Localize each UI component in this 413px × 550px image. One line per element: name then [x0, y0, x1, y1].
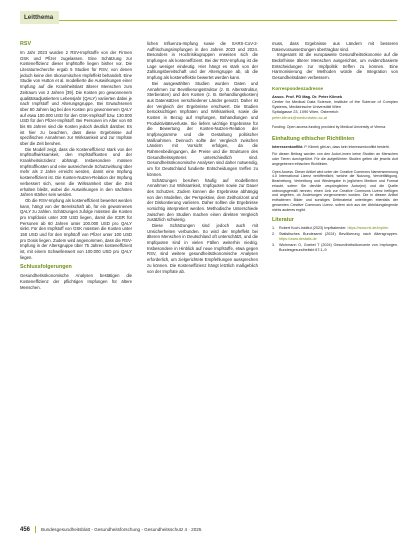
affiliation: Center for Medical Data Science, Institute of the Science of Complex Systems, Medizinische Universität Wien [272, 99, 398, 110]
heading-conclusions: Schlussfolgerungen [20, 264, 72, 271]
paragraph: muss, dass Ergebnisse aus Ländern mit besseren Datenvoraussetzungen übertragbar sind. [272, 41, 398, 52]
paragraph: Bei ausgewählten Studien wurden Daten und Annahmen zur Bevölkerungsstruktur (z. B. Altersstruktur, Sterberaten) und den Kosten (z. B. Behandlungskosten) aus Datensätzen verschiedener Länder genutzt. Daher ist der Vergleich der Ergebnisse erschwert. Die Studien berücksichtigen Impfraten und Wirksamkeit, sowie die Kosten in Bezug auf Impfungen, Behandlungen und Produktivitätsverluste. Sie liefern wichtige Ergebnisse für die Bewertung der Kosten-Nutzen-Relation der Impfprogramme und die Gestaltung politischer Maßnahmen. Dennoch sollte der Vergleich zwischen Ländern mit Vorsicht erfolgen, da die Rahmenbedingungen, die Preise und die Strukturen des Gesundheitssystems unterschiedlich sind. Gesundheitsökonomische Analysen sind daher notwendig, um für Deutschland fundierte Entscheidungen treffen zu können. [147, 80, 258, 177]
reference-link[interactable]: https://www.rki.de/impfen [347, 226, 389, 231]
paragraph: Ob die RSV-Impfung als kosteneffizient bewertet werden kann, hängt von der Bereitschaft ab, für ein gewonnenes QALY zu zahlen. Schätzungen zufolge müssten die Kosten pro Impfdosis unter 200 USD liegen, damit die ICER für Personen ab 60 Jahren unter 100.000 USD pro QALY sinkt. Für den Impfstoff von GSK müssten die Kosten unter 150 USD und für den Impfstoff von Pfizer unter 100 USD pro Dosis liegen. Zudem wird angenommen, dass die RSV-Impfung in der Altersgruppe über 75 Jahren kosteneffizient ist, mit einem Schwellenwert von 100.000 USD pro QALY liegen. [20, 197, 132, 260]
paragraph: lichen Influenza-Impfung sowie die SARS-CoV-2-Auffrischungsimpfungen in den Jahren 2023 und 2024. Besonders in Hochrisikogruppen erweisen sich die Impfungen als kosteneffizient. Bei der RSV-Impfung ist die Lage weniger eindeutig. Hier hängt es stark von der Zahlungsbereitschaft und der Altersgruppe ab, ob die Impfung als kosteneffektiv bewertet werden kann. [147, 41, 258, 81]
reference-item: 2. Statistisches Bundesamt (2024) Bevölkerung nach Altersgruppen. https://www.destatis.de [272, 232, 398, 242]
conflict-of-interest [272, 145, 398, 150]
heading-rsv: RSV [20, 41, 32, 47]
reference-item: 3. Wichmann O, Goebel T (2024) Gesundheitsökonomie von Impfungen. Bundesgesundheitsbl 67:1–9 [272, 243, 398, 252]
paragraph: Insgesamt ist die europaweite Gesundheitsökonomie auf die Bedürfnisse älterer Menschen ausgerichtet, um evidenzbasierte Entscheidungen zur Impfpolitik treffen zu können. Eine Harmonisierung der Methoden würde die Integration von Gesundheitsdaten verbessern. [272, 52, 398, 81]
column-1 [20, 41, 132, 291]
section-tag: Leitthema [20, 11, 59, 24]
funding-note: Funding. Open access funding provided by Medical University of Vienna. [272, 124, 387, 129]
ethics-statement: Für diesen Beitrag wurden von den Autor/-innen keine Studien an Menschen oder Tieren durchgeführt. Für die aufgeführten Studien gelten die jeweils dort angegebenen ethischen Richtlinien. [272, 152, 398, 166]
author-name: Assoc. Prof. PD Mag. Dr. Peter Klimek [272, 93, 343, 99]
address: Spitalgasse 23, 1090 Wien, Österreich [272, 109, 339, 115]
coi-title: Interessenkonflikt. [272, 144, 304, 149]
correspondence-address [272, 94, 398, 120]
correspondence-heading: Korrespondenzadresse [272, 85, 324, 91]
column-2 [147, 41, 258, 274]
literature-heading: Literatur [272, 217, 294, 224]
paragraph: Die Modell zeigt, dass die Kosteneffizienz stark von der Impfstoffwirksamkeit, den Impfstoffkosten und der Krankheitsinzidenz abhängt. Insbesondere müssen Impfstoffkosten und eine ausreichende Schutzwirkung über mehr als 2 Jahre erreicht werden, damit eine Impfung kosteneffizient ist. Die Kosten-Nutzen-Relation der Impfung verbessert sich, wenn die Wirksamkeit über die Zeit erhalten bleibt, wobei die Auswirkungen in den nächsten Jahren stärker sein werden. [20, 146, 132, 198]
ethics-heading: Einhaltung ethischer Richtlinien [272, 135, 355, 142]
page-footer [20, 526, 397, 533]
reference-link[interactable]: https://www.destatis.de [279, 237, 317, 242]
paragraph: Diese Schätzungen sind jedoch auch mit Unsicherheiten verbunden. So wird der Impfeffekt bei älteren Menschen in Deutschland oft unterschätzt, und die Impfquoten sind in vielen Fällen weiterhin niedrig. Insbesondere in Hinblick auf neue Impfstoffe, etwa gegen RSV, sind weitere gesundheitsökonomische Analysen erforderlich, um zielgerichtete Empfehlungen aussprechen zu können. Die Kosteneffizienz hängt letztlich maßgeblich von der Impfrate ab. [147, 223, 258, 274]
journal-name: Bundesgesundheitsblatt - Gesundheitsforschung - Gesundheitsschutz 4 · 2025 [41, 527, 202, 532]
open-access-statement: Open Access. Dieser Artikel wird unter der Creative Commons Namensnennung 4.0 International Lizenz veröffentlicht, welche die Nutzung, Vervielfältigung, Bearbeitung, Verbreitung und Wiedergabe in jeglichem Medium und Format erlaubt, sofern Sie den/die ursprünglichen Autor(en) und die Quelle ordnungsgemäß nennen, einen Link zur Creative Commons Lizenz beifügen und angeben, ob Änderungen vorgenommen wurden. Die in diesem Artikel enthaltenen Bilder und sonstiges Drittmaterial unterliegen ebenfalls der genannten Creative Commons Lizenz, sofern sich aus der Abbildungslegende nichts anderes ergibt. [272, 169, 398, 212]
paragraph: Gesundheitsökonomische Analysen bestätigen die Kosteneffizienz der pflichtigen Impfungen für ältere Menschen. [20, 273, 132, 290]
coi-text: P. Klimek gibt an, dass kein Interessenkonflikt besteht. [304, 144, 390, 149]
page-number: 456 [20, 526, 31, 533]
reference-item: 1. Robert Koch-Institut (2023) Impfkalender. https://www.rki.de/impfen [272, 226, 389, 231]
section-header [20, 6, 397, 21]
email-link[interactable]: peter.klimek@meduniwien.ac.at [272, 114, 327, 120]
paragraph: Schätzungen beruhen häufig auf modellierten Annahmen zur Wirksamkeit, Impfquoten sowie zur Dauer des Schutzes. Zudem können die Ergebnisse abhängig von den Modellen, der Perspektive, dem Zeithorizont und der Diskontierung variieren. Daher sollten die Ergebnisse vorsichtig interpretiert werden. Methodische Unterschiede zwischen den Studien machen einen direkten Vergleich zusätzlich schwierig. [147, 177, 258, 223]
paragraph: Im Jahr 2023 wurden 2 RSV-Impfstoffe von der Firmen GSK und Pfizer zugelassen. Eine Schätzung zur Kosteneffizienz dieser Impfstoffe liegen bisher vor. Die Literaturrecherche ergab 5 Studien für RSV, von denen jedoch keine den ökonomischen Impfeffekt behandelt. Eine Studie von Hutton et al. modellierte die Auswirkungen einer Impfung auf die Krankheitslast älterer Menschen zum Zeitraum von 2 Jahren [39]. Die Kosten pro gewonnenem qualitätsadjustiertem Lebensjahr (QALY) variierten dabei je nach Impfstoff und Alterungsgruppe. Bei Erwachsenen über 60 Jahren lag bei den Kosten pro gewonnenem QALY auf etwa 100.000 USD für den GSK-Impfstoff bzw. 130.000 USD für den Pfizer-Impfstoff. Bei Personen im Alter von 60 bis 65 Jahren sind die Kosten jedoch deutlich darüber. Es ist hier zu beachten, dass diese Ergebnisse auf spezifischen Annahmen zur Wirksamkeit und zur Impfrate über die Zeit beruhen. [20, 50, 132, 146]
column-3 [272, 41, 398, 254]
footer-divider [35, 526, 36, 533]
